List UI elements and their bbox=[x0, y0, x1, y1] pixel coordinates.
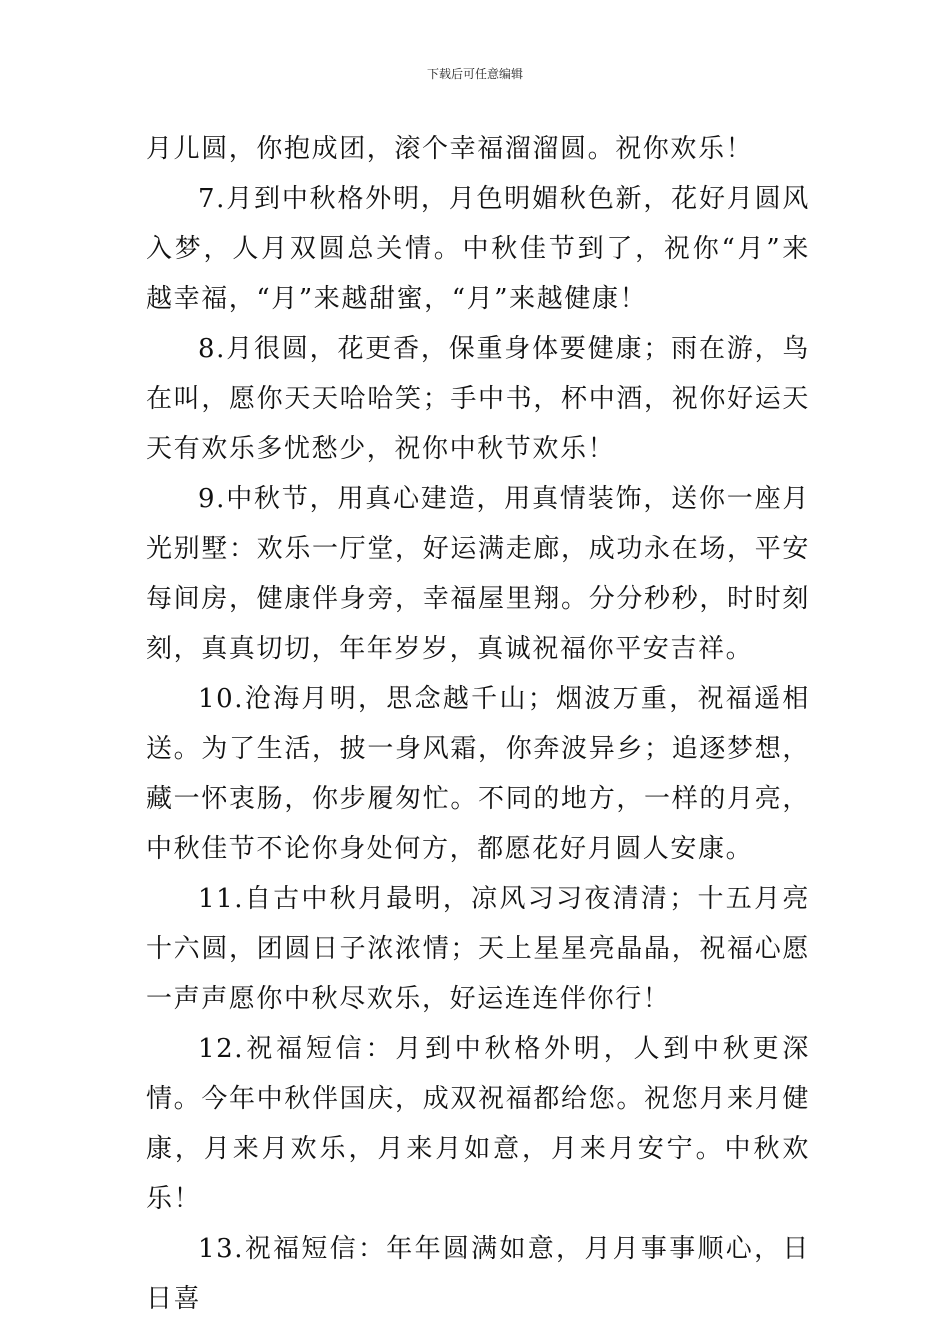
page-header: 下载后可任意编辑 bbox=[426, 67, 523, 81]
paragraph-item-13: 13.祝福短信：年年圆满如意，月月事事顺心，日日喜 bbox=[146, 1234, 810, 1314]
paragraph-item-12: 12.祝福短信：月到中秋格外明，人到中秋更深情。今年中秋伴国庆，成双祝福都给您。祝您月来月健康，月来月欢乐，月来月如意，月来月安宁。中秋欢乐！ bbox=[146, 1034, 810, 1214]
paragraph-item-11: 11.自古中秋月最明，凉风习习夜清清；十五月亮十六圆，团圆日子浓浓情；天上星星亮晶晶，祝福心愿一声声愿你中秋尽欢乐，好运连连伴你行！ bbox=[146, 884, 810, 1014]
document-body bbox=[146, 124, 810, 1324]
paragraph-item-9: 9.中秋节，用真心建造，用真情装饰，送你一座月光别墅：欢乐一厅堂，好运满走廊，成功永在场，平安每间房，健康伴身旁，幸福屋里翔。分分秒秒，时时刻刻，真真切切，年年岁岁，真诚祝福你平安吉祥。 bbox=[146, 484, 810, 664]
paragraph-item-7: 7.月到中秋格外明，月色明媚秋色新，花好月圆风入梦，人月双圆总关情。中秋佳节到了，祝你“月”来越幸福，“月”来越甜蜜，“月”来越健康！ bbox=[146, 184, 810, 314]
paragraph-item-10: 10.沧海月明，思念越千山；烟波万重，祝福遥相送。为了生活，披一身风霜，你奔波异乡；追逐梦想，藏一怀衷肠，你步履匆忙。不同的地方，一样的月亮，中秋佳节不论你身处何方，都愿花好月圆人安康。 bbox=[146, 684, 810, 864]
paragraph-item-8: 8.月很圆，花更香，保重身体要健康；雨在游，鸟在叫，愿你天天哈哈笑；手中书，杯中酒，祝你好运天天有欢乐多忧愁少，祝你中秋节欢乐！ bbox=[146, 334, 810, 464]
paragraph-continuation: 月儿圆，你抱成团，滚个幸福溜溜圆。祝你欢乐！ bbox=[146, 134, 754, 164]
